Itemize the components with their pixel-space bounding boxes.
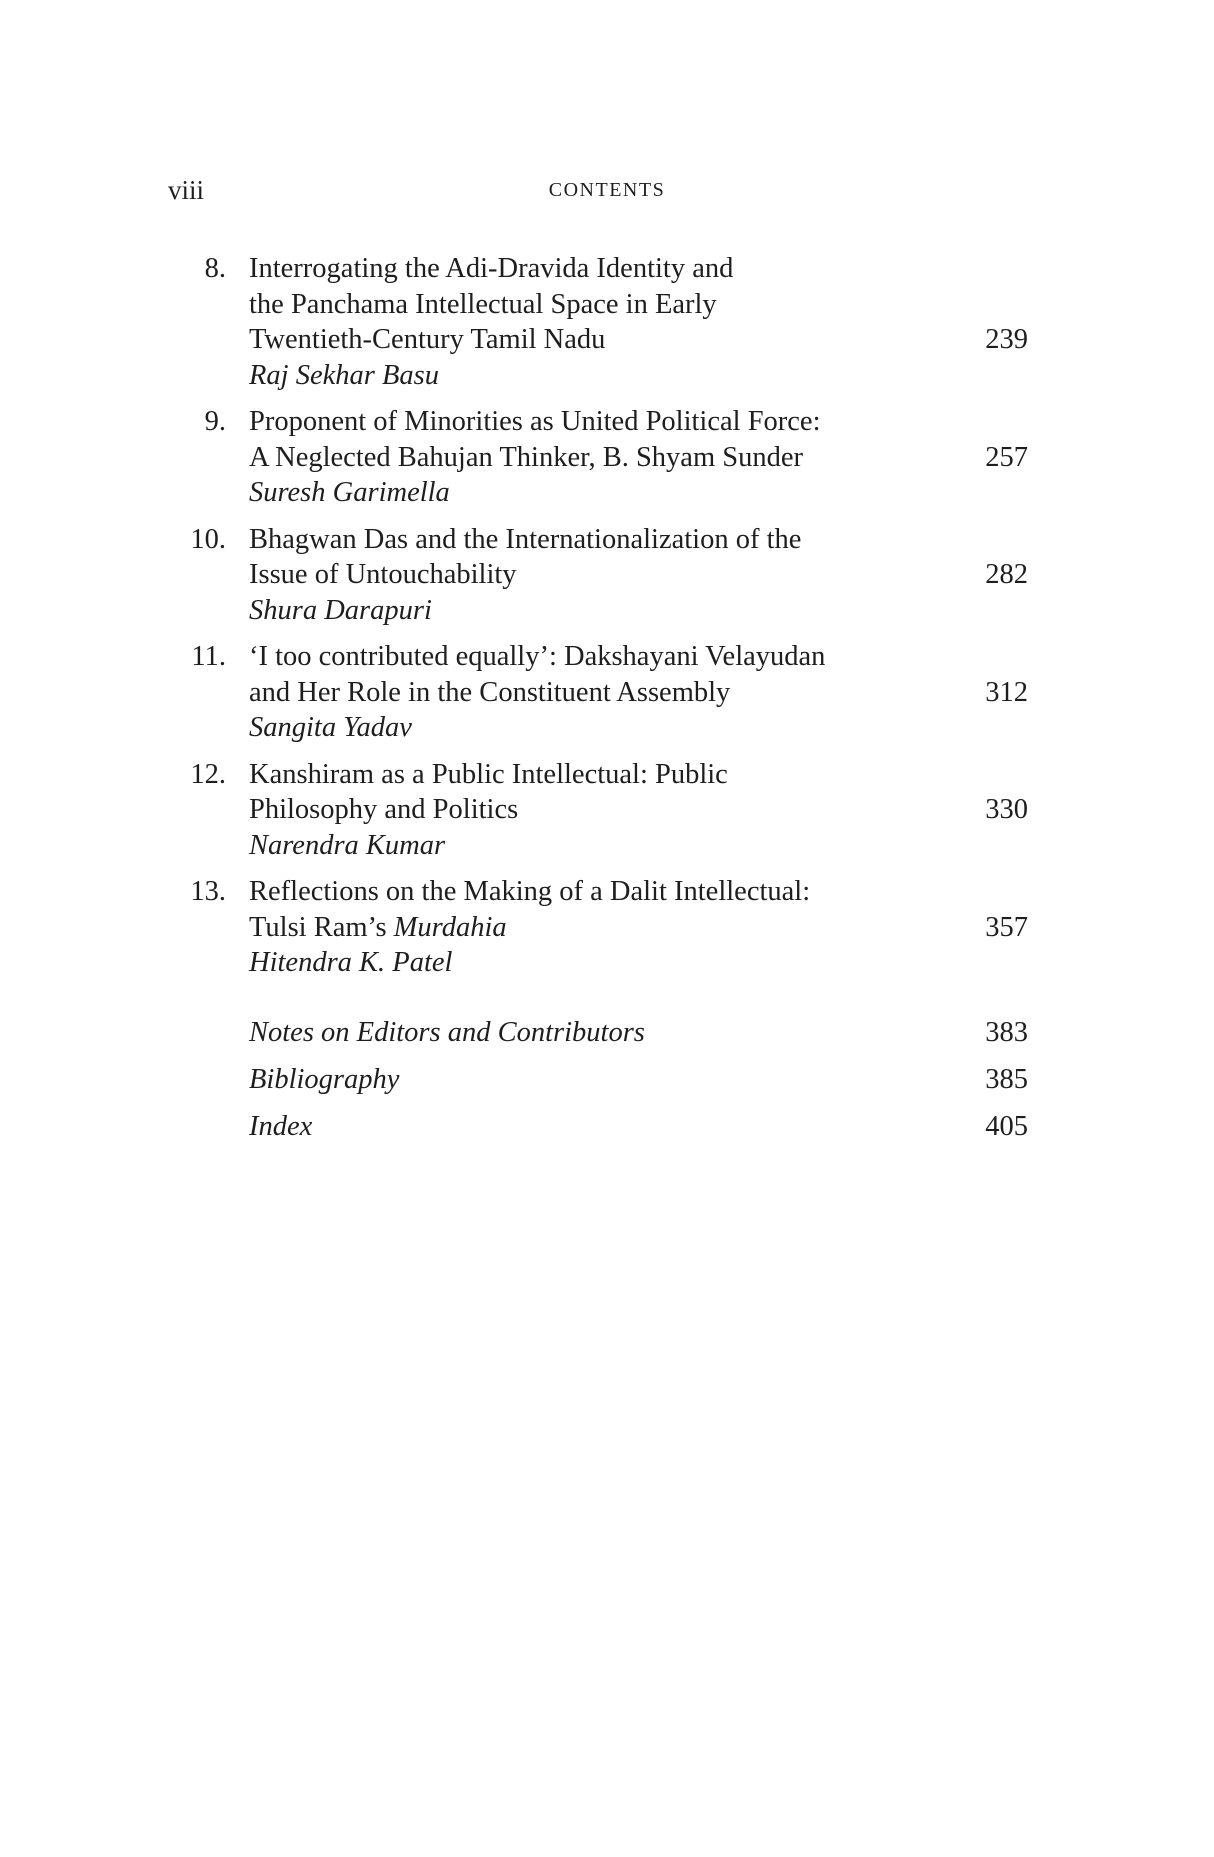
chapter-author: Suresh Garimella	[249, 477, 450, 508]
back-matter-title: Notes on Editors and Contributors	[249, 1017, 645, 1048]
chapter-title-line: Proponent of Minorities as United Political Force:	[249, 406, 821, 437]
chapter-number: 9.	[204, 406, 226, 437]
chapter-title-line: Kanshiram as a Public Intellectual: Public	[249, 758, 728, 790]
chapter-number: 10.	[190, 523, 226, 555]
table-of-contents	[160, 251, 1028, 1145]
chapter-title-line: the Panchama Intellectual Space in Early	[249, 288, 717, 320]
chapter-number: 11.	[191, 641, 226, 672]
chapter-author: Shura Darapuri	[249, 594, 432, 626]
chapter-title-line: and Her Role in the Constituent Assembly	[249, 676, 731, 708]
chapter-author: Raj Sekhar Basu	[249, 359, 439, 391]
back-matter-page: 385	[985, 1064, 1028, 1095]
chapter-title-line: Tulsi Ram’s	[249, 911, 394, 943]
toc-entry-index	[160, 1109, 1028, 1145]
book-title-italic: Murdahia	[393, 911, 507, 943]
toc-entry-notes	[160, 1015, 1028, 1051]
toc-entry-bibliography	[160, 1062, 1028, 1098]
toc-entry-chapter-10	[160, 522, 1028, 629]
chapter-page: 312	[985, 676, 1028, 708]
toc-entry-chapter-8	[160, 251, 1028, 393]
chapter-title-line: Reflections on the Making of a Dalit Intellectual:	[249, 876, 811, 907]
chapter-number: 13.	[190, 876, 226, 907]
back-matter	[160, 1015, 1028, 1145]
chapter-title-line: A Neglected Bahujan Thinker, B. Shyam Sunder	[249, 441, 803, 473]
chapter-title-line: Bhagwan Das and the Internationalization of the	[249, 523, 802, 555]
back-matter-page: 405	[985, 1111, 1028, 1142]
chapter-page: 239	[985, 324, 1028, 355]
chapter-page: 282	[985, 559, 1028, 590]
chapter-title-line: Issue of Untouchability	[249, 559, 517, 590]
chapter-title-line: Twentieth-Century Tamil Nadu	[249, 324, 606, 355]
chapter-author: Sangita Yadav	[249, 712, 412, 743]
chapter-author: Narendra Kumar	[249, 829, 446, 861]
chapter-number: 12.	[190, 758, 226, 790]
toc-entry-chapter-12	[160, 757, 1028, 864]
toc-entry-chapter-13	[160, 874, 1028, 981]
chapter-page: 257	[985, 441, 1028, 473]
page-number-folio: viii	[168, 175, 205, 205]
toc-entry-chapter-11	[160, 639, 1028, 746]
chapter-page: 357	[985, 911, 1028, 943]
chapter-title-line: Philosophy and Politics	[249, 794, 519, 825]
back-matter-title: Index	[249, 1111, 313, 1142]
chapter-number: 8.	[204, 253, 226, 284]
chapter-author: Hitendra K. Patel	[249, 947, 453, 978]
chapter-title-line: ‘I too contributed equally’: Dakshayani Velayudan	[249, 641, 826, 672]
back-matter-title: Bibliography	[249, 1064, 400, 1095]
chapter-page: 330	[985, 794, 1028, 825]
toc-entry-chapter-9	[160, 404, 1028, 511]
chapter-title-line: Interrogating the Adi-Dravida Identity and	[249, 253, 734, 284]
back-matter-page: 383	[985, 1017, 1028, 1048]
running-head: CONTENTS	[548, 179, 666, 201]
